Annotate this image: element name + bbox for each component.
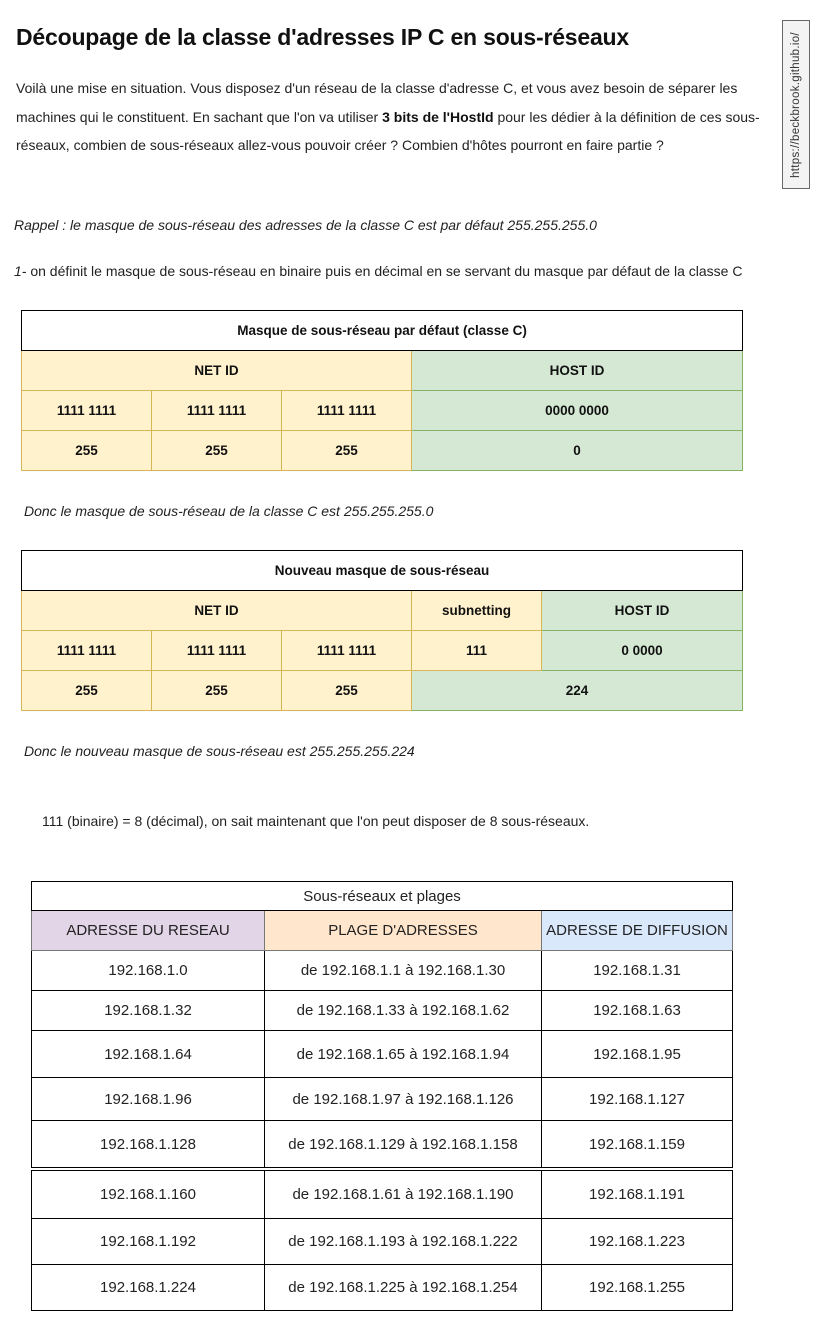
net-id-header: NET ID: [22, 591, 412, 631]
table-row: [22, 671, 743, 711]
table-title: Masque de sous-réseau par défaut (classe C): [22, 311, 743, 351]
column-header-address-range: PLAGE D'ADRESSES: [265, 911, 542, 951]
network-address-cell: 192.168.1.160: [32, 1171, 265, 1219]
table-row: [22, 591, 743, 631]
table-row: [32, 1121, 733, 1168]
decimal-octet-cell: 255: [282, 671, 412, 711]
page-title: Découpage de la classe d'adresses IP C en sous-réseaux: [16, 24, 629, 50]
step-1-number: 1-: [14, 263, 27, 279]
table-title-row: [22, 551, 743, 591]
network-address-cell: 192.168.1.64: [32, 1031, 265, 1078]
broadcast-address-cell: 192.168.1.95: [542, 1031, 733, 1078]
decimal-octet-cell: 255: [152, 431, 282, 471]
table-title: Sous-réseaux et plages: [32, 882, 733, 911]
address-range-cell: de 192.168.1.1 à 192.168.1.30: [265, 951, 542, 991]
binary-octet-cell: 1111 1111: [152, 391, 282, 431]
decimal-octet-cell: 255: [22, 431, 152, 471]
broadcast-address-cell: 192.168.1.159: [542, 1121, 733, 1168]
conclusion-default-mask: Donc le masque de sous-réseau de la classe C est 255.255.255.0: [24, 503, 434, 519]
intro-paragraph: [16, 74, 772, 160]
host-bits-cell: 0 0000: [542, 631, 743, 671]
binary-octet-cell: 1111 1111: [22, 391, 152, 431]
broadcast-address-cell: 192.168.1.127: [542, 1078, 733, 1121]
network-address-cell: 192.168.1.0: [32, 951, 265, 991]
network-address-cell: 192.168.1.224: [32, 1265, 265, 1311]
broadcast-address-cell: 192.168.1.31: [542, 951, 733, 991]
address-range-cell: de 192.168.1.61 à 192.168.1.190: [265, 1171, 542, 1219]
broadcast-address-cell: 192.168.1.63: [542, 991, 733, 1031]
subnetting-header: subnetting: [412, 591, 542, 631]
conclusion-new-mask: Donc le nouveau masque de sous-réseau est 255.255.255.224: [24, 743, 415, 759]
address-range-cell: de 192.168.1.129 à 192.168.1.158: [265, 1121, 542, 1168]
binary-octet-cell: 1111 1111: [152, 631, 282, 671]
table-row: [32, 1078, 733, 1121]
network-address-cell: 192.168.1.96: [32, 1078, 265, 1121]
decimal-octet-cell: 255: [282, 431, 412, 471]
column-header-network-address: ADRESSE DU RESEAU: [32, 911, 265, 951]
table-title: Nouveau masque de sous-réseau: [22, 551, 743, 591]
table-row: [32, 1265, 733, 1311]
new-mask-table: [21, 550, 743, 711]
step-1-text: [14, 263, 742, 279]
subnets-table-top: [31, 881, 733, 1168]
binary-octet-cell: 0000 0000: [412, 391, 743, 431]
table-row: [32, 951, 733, 991]
source-url-badge[interactable]: [782, 20, 810, 189]
table-row: [32, 1171, 733, 1219]
subnet-bits-cell: 111: [412, 631, 542, 671]
address-range-cell: de 192.168.1.33 à 192.168.1.62: [265, 991, 542, 1031]
network-address-cell: 192.168.1.32: [32, 991, 265, 1031]
table-row: [22, 391, 743, 431]
table-row: [32, 991, 733, 1031]
table-row: [22, 431, 743, 471]
net-id-header: NET ID: [22, 351, 412, 391]
broadcast-address-cell: 192.168.1.223: [542, 1219, 733, 1265]
binary-octet-cell: 1111 1111: [282, 631, 412, 671]
decimal-octet-cell: 224: [412, 671, 743, 711]
subnets-table-bottom: [31, 1170, 733, 1311]
default-mask-table: [21, 310, 743, 471]
decimal-octet-cell: 255: [22, 671, 152, 711]
network-address-cell: 192.168.1.128: [32, 1121, 265, 1168]
address-range-cell: de 192.168.1.65 à 192.168.1.94: [265, 1031, 542, 1078]
intro-text-2: pour les dédier à la définition de ces sous-réseaux, combien de sous-réseaux allez-vous pouvoir créer ? Combien d'hôtes pourront en faire partie ?: [16, 108, 760, 153]
network-address-cell: 192.168.1.192: [32, 1219, 265, 1265]
column-header-broadcast-address: ADRESSE DE DIFFUSION: [542, 911, 733, 951]
host-id-header: HOST ID: [412, 351, 743, 391]
address-range-cell: de 192.168.1.193 à 192.168.1.222: [265, 1219, 542, 1265]
address-range-cell: de 192.168.1.97 à 192.168.1.126: [265, 1078, 542, 1121]
table-row: [32, 1031, 733, 1078]
source-url-text[interactable]: https://beckbrook.github.io/: [790, 31, 802, 178]
rappel-note: Rappel : le masque de sous-réseau des adresses de la classe C est par défaut 255.255.255.0: [14, 217, 597, 233]
host-id-header: HOST ID: [542, 591, 743, 631]
broadcast-address-cell: 192.168.1.255: [542, 1265, 733, 1311]
binary-octet-cell: 1111 1111: [22, 631, 152, 671]
table-title-row: [22, 311, 743, 351]
table-row: [32, 1219, 733, 1265]
broadcast-address-cell: 192.168.1.191: [542, 1171, 733, 1219]
intro-text-1: Voilà une mise en situation. Vous disposez d'un réseau de la classe d'adresse C, et vous avez besoin de séparer les machines qui le constituent. En sachant que l'on va utiliser: [16, 80, 738, 125]
address-range-cell: de 192.168.1.225 à 192.168.1.254: [265, 1265, 542, 1311]
table-header-row: [32, 911, 733, 951]
decimal-octet-cell: 0: [412, 431, 743, 471]
table-title-row: [32, 882, 733, 911]
binary-conversion-note: 111 (binaire) = 8 (décimal), on sait maintenant que l'on peut disposer de 8 sous-réseaux.: [42, 813, 590, 829]
decimal-octet-cell: 255: [152, 671, 282, 711]
table-row: [22, 631, 743, 671]
step-1-description: on définit le masque de sous-réseau en binaire puis en décimal en se servant du masque par défaut de la classe C: [26, 263, 743, 279]
binary-octet-cell: 1111 1111: [282, 391, 412, 431]
intro-bold: 3 bits de l'HostId: [382, 108, 494, 125]
table-row: [22, 351, 743, 391]
